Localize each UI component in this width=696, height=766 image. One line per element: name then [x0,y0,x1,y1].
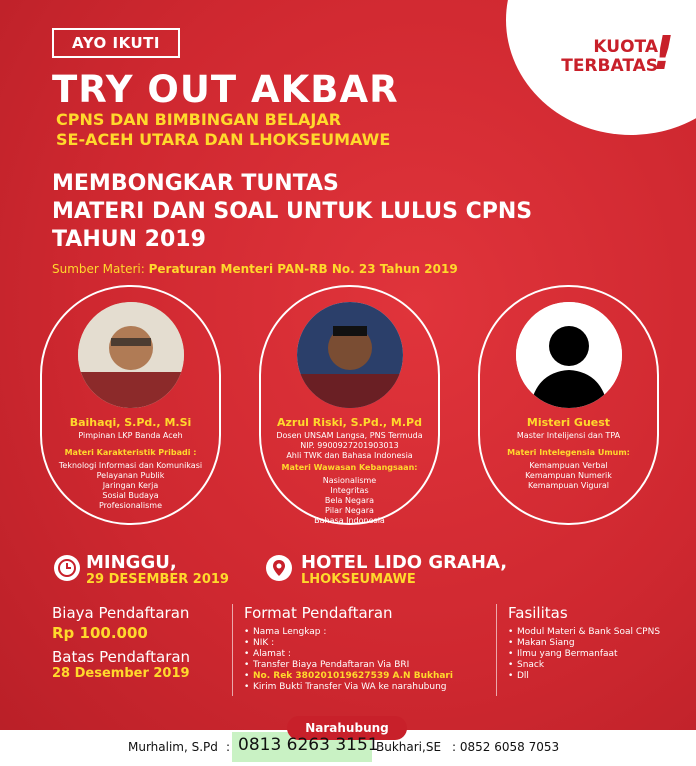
speaker-photo-1 [78,302,184,408]
event-date: 29 DESEMBER 2019 [86,572,229,587]
venue-city: LHOKSEUMAWE [301,572,416,587]
materi-item: Pilar Negara [325,506,374,515]
kuota-line-1: KUOTA [593,37,658,57]
location-pin-icon [266,555,292,581]
materi-item: Jaringan Kerja [102,481,159,490]
speaker-name-1: Baihaqi, S.Pd., M.Si [69,416,192,429]
speaker-role-line: NIP. 9900927201903013 [300,441,399,450]
clock-icon [54,555,80,581]
headline-line-2: MATERI DAN SOAL UNTUK LULUS CPNS [52,199,533,224]
speaker-role-line: Dosen UNSAM Langsa, PNS Termuda [276,431,423,440]
badge-ayo-ikuti: AYO IKUTI [52,28,180,58]
fasilitas-item: • Dll [508,671,668,682]
divider-1 [232,604,233,696]
venue-name: HOTEL LIDO GRAHA, [301,552,508,573]
format-rek-item [244,671,494,682]
speaker-photo-3 [516,302,622,408]
format-list [244,627,494,693]
format-rek: No. Rek 380201019627539 A.N Bukhari [253,671,453,681]
contact-1-phone[interactable]: 0813 6263 3151 [238,735,379,755]
materi-item: Kemampuan Vigural [527,481,609,490]
fasilitas-item: • Modul Materi & Bank Soal CPNS [508,627,668,638]
materi-item: Bela Negara [324,496,375,505]
divider-2 [496,604,497,696]
speaker-name-2: Azrul Riski, S.Pd., M.Pd [277,416,422,429]
sumber-value: Peraturan Menteri PAN-RB No. 23 Tahun 2019 [148,262,458,276]
biaya-value: Rp 100.000 [52,624,148,642]
format-item: • Kirim Bukti Transfer Via WA ke narahubung [244,682,494,693]
speaker-role-3 [478,431,659,441]
speaker-role-line: Pimpinan LKP Banda Aceh [78,431,183,440]
contact-2-phone[interactable]: : 0852 6058 7053 [452,740,560,754]
sumber-label: Sumber Materi: [52,262,145,276]
sumber-materi [52,262,458,276]
speaker-role-line: Ahli TWK dan Bahasa Indonesia [286,451,413,460]
subtitle [56,110,390,150]
speaker-role-1 [40,431,221,441]
contact-1-name: Murhalim, S.Pd [128,740,218,754]
fasilitas-list [508,627,668,682]
subtitle-line-1: CPNS DAN BIMBINGAN BELAJAR [56,110,342,129]
narahubung-badge: Narahubung [287,716,407,740]
headline-line-1: MEMBONGKAR TUNTAS [52,171,339,196]
speaker-photo-2 [297,302,403,408]
materi-item: Bahasa Indonesia [314,516,385,525]
speaker-materi-head-3: Materi Intelegensia Umum: [507,448,630,457]
speaker-materi-head-2: Materi Wawasan Kebangsaan: [281,463,418,472]
event-day: MINGGU, [86,552,177,573]
kuota-label [561,38,658,76]
format-item: • NIK : [244,638,494,649]
materi-item: Profesionalisme [98,501,162,510]
batas-value: 28 Desember 2019 [52,666,190,681]
biaya-label: Biaya Pendaftaran [52,604,190,622]
format-title: Format Pendaftaran [244,604,393,622]
format-item: • Transfer Biaya Pendaftaran Via BRI [244,660,494,671]
page-title: TRY OUT AKBAR [52,68,399,111]
kuota-line-2: TERBATAS [561,56,658,76]
speaker-role-2 [259,431,440,461]
subtitle-line-2: SE-ACEH UTARA DAN LHOKSEUMAWE [56,130,391,149]
materi-item: Integritas [330,486,369,495]
materi-item: Teknologi Informasi dan Komunikasi [58,461,203,470]
materi-item: Sosial Budaya [102,491,159,500]
speaker-materi-list-2 [259,476,440,526]
headline-line-3: TAHUN 2019 [52,227,206,252]
fasilitas-item: • Makan Siang [508,638,668,649]
speaker-materi-list-1 [40,461,221,511]
materi-item: Pelayanan Publik [96,471,165,480]
format-item: • Alamat : [244,649,494,660]
materi-item: Nasionalisme [322,476,377,485]
exclamation-icon: ! [653,26,674,80]
fasilitas-item: • Snack [508,660,668,671]
materi-item: Kemampuan Verbal [529,461,608,470]
speaker-materi-list-3 [478,461,659,491]
contact-1-sep: : [226,740,231,754]
fasilitas-title: Fasilitas [508,604,568,622]
speaker-name-3: Misteri Guest [526,416,611,429]
headline [52,170,532,254]
format-item: • Nama Lengkap : [244,627,494,638]
fasilitas-item: • Ilmu yang Bermanfaat [508,649,668,660]
materi-item: Kemampuan Numerik [525,471,612,480]
batas-label: Batas Pendaftaran [52,648,191,666]
contact-2-name: Bukhari,SE [376,740,442,754]
speaker-role-line: Master Intelijensi dan TPA [516,431,621,440]
speaker-materi-head-1: Materi Karakteristik Pribadi : [64,448,197,457]
